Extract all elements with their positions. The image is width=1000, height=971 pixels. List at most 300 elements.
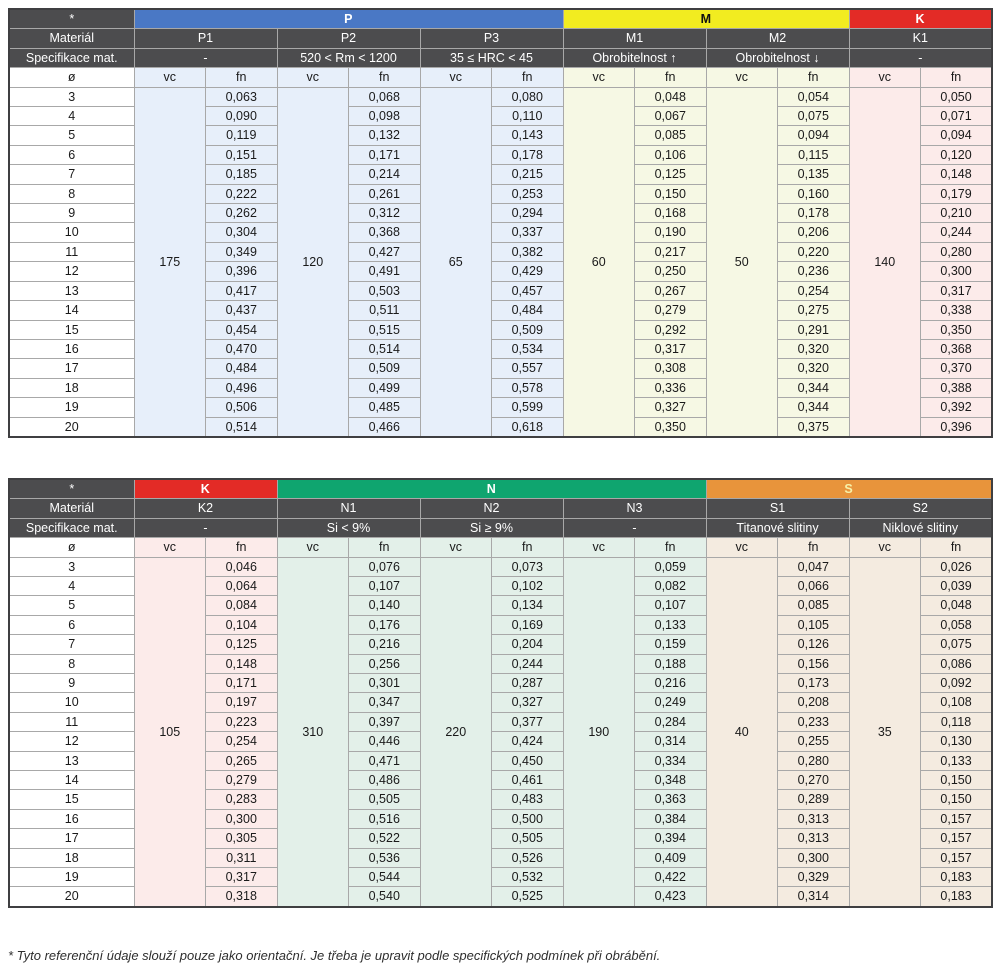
fn-value-cell: 0,254 (778, 281, 850, 300)
fn-value-cell: 0,160 (778, 184, 850, 203)
fn-value-cell: 0,140 (349, 596, 421, 615)
fn-value-cell: 0,505 (492, 829, 564, 848)
diameter-cell: 12 (9, 262, 134, 281)
fn-value-cell: 0,179 (921, 184, 993, 203)
fn-value-cell: 0,511 (349, 301, 421, 320)
fn-value-cell: 0,058 (921, 615, 993, 634)
fn-value-cell: 0,150 (921, 771, 993, 790)
parameter-table (8, 478, 993, 908)
fn-value-cell: 0,470 (206, 339, 278, 358)
fn-value-cell: 0,048 (635, 87, 707, 106)
material-code-cell: S2 (849, 499, 992, 518)
material-row-label: Materiál (9, 29, 134, 48)
fn-value-cell: 0,454 (206, 320, 278, 339)
fn-value-cell: 0,526 (492, 848, 564, 867)
fn-value-cell: 0,312 (349, 204, 421, 223)
fn-value-cell: 0,305 (206, 829, 278, 848)
diameter-cell: 3 (9, 557, 134, 576)
spec-cell: Obrobitelnost ↓ (706, 48, 849, 67)
fn-value-cell: 0,450 (492, 751, 564, 770)
fn-value-cell: 0,368 (921, 339, 993, 358)
fn-value-cell: 0,256 (349, 654, 421, 673)
fn-header-cell: fn (778, 538, 850, 557)
diameter-cell: 17 (9, 359, 134, 378)
fn-value-cell: 0,075 (921, 635, 993, 654)
fn-value-cell: 0,304 (206, 223, 278, 242)
fn-value-cell: 0,292 (635, 320, 707, 339)
fn-value-cell: 0,294 (492, 204, 564, 223)
fn-value-cell: 0,496 (206, 378, 278, 397)
vc-value-cell: 35 (849, 557, 921, 907)
fn-value-cell: 0,301 (349, 674, 421, 693)
fn-value-cell: 0,151 (206, 145, 278, 164)
diameter-cell: 20 (9, 417, 134, 437)
corner-star-cell: * (9, 9, 134, 29)
spec-cell: - (849, 48, 992, 67)
diameter-cell: 15 (9, 320, 134, 339)
spec-cell: - (563, 518, 706, 537)
fn-header-cell: fn (206, 538, 278, 557)
fn-value-cell: 0,457 (492, 281, 564, 300)
iso-group-header: N (277, 479, 706, 499)
fn-value-cell: 0,291 (778, 320, 850, 339)
diameter-cell: 20 (9, 887, 134, 907)
fn-value-cell: 0,599 (492, 398, 564, 417)
vc-value-cell: 60 (563, 87, 635, 437)
fn-value-cell: 0,491 (349, 262, 421, 281)
fn-value-cell: 0,107 (349, 576, 421, 595)
fn-value-cell: 0,618 (492, 417, 564, 437)
fn-value-cell: 0,054 (778, 87, 850, 106)
fn-value-cell: 0,424 (492, 732, 564, 751)
spec-cell: - (134, 48, 277, 67)
fn-value-cell: 0,110 (492, 107, 564, 126)
fn-value-cell: 0,059 (635, 557, 707, 576)
diameter-symbol-cell: ø (9, 538, 134, 557)
spec-cell: 520 < Rm < 1200 (277, 48, 420, 67)
fn-value-cell: 0,261 (349, 184, 421, 203)
fn-value-cell: 0,314 (778, 887, 850, 907)
diameter-cell: 8 (9, 184, 134, 203)
fn-value-cell: 0,183 (921, 887, 993, 907)
iso-group-header: P (134, 9, 563, 29)
fn-value-cell: 0,279 (635, 301, 707, 320)
spec-cell: Obrobitelnost ↑ (563, 48, 706, 67)
material-row-label: Materiál (9, 499, 134, 518)
fn-value-cell: 0,308 (635, 359, 707, 378)
fn-value-cell: 0,486 (349, 771, 421, 790)
spec-row-label: Specifikace mat. (9, 518, 134, 537)
fn-value-cell: 0,222 (206, 184, 278, 203)
fn-value-cell: 0,104 (206, 615, 278, 634)
diameter-cell: 9 (9, 674, 134, 693)
fn-value-cell: 0,130 (921, 732, 993, 751)
fn-header-cell: fn (921, 68, 993, 87)
iso-group-header: K (849, 9, 992, 29)
material-code-cell: K2 (134, 499, 277, 518)
fn-value-cell: 0,503 (349, 281, 421, 300)
fn-value-cell: 0,047 (778, 557, 850, 576)
fn-value-cell: 0,437 (206, 301, 278, 320)
fn-value-cell: 0,499 (349, 378, 421, 397)
fn-value-cell: 0,190 (635, 223, 707, 242)
fn-value-cell: 0,422 (635, 868, 707, 887)
fn-value-cell: 0,064 (206, 576, 278, 595)
material-code-cell: N1 (277, 499, 420, 518)
fn-value-cell: 0,289 (778, 790, 850, 809)
fn-value-cell: 0,039 (921, 576, 993, 595)
fn-value-cell: 0,048 (921, 596, 993, 615)
diameter-cell: 4 (9, 576, 134, 595)
fn-value-cell: 0,483 (492, 790, 564, 809)
fn-value-cell: 0,544 (349, 868, 421, 887)
spec-cell: Titanové slitiny (706, 518, 849, 537)
fn-value-cell: 0,188 (635, 654, 707, 673)
fn-value-cell: 0,150 (921, 790, 993, 809)
fn-value-cell: 0,313 (778, 809, 850, 828)
fn-value-cell: 0,125 (635, 165, 707, 184)
fn-value-cell: 0,178 (492, 145, 564, 164)
fn-value-cell: 0,026 (921, 557, 993, 576)
fn-header-cell: fn (635, 538, 707, 557)
vc-header-cell: vc (849, 538, 921, 557)
material-code-cell: S1 (706, 499, 849, 518)
diameter-cell: 13 (9, 751, 134, 770)
fn-value-cell: 0,280 (778, 751, 850, 770)
fn-value-cell: 0,253 (492, 184, 564, 203)
vc-value-cell: 105 (134, 557, 206, 907)
spec-cell: Si < 9% (277, 518, 420, 537)
fn-value-cell: 0,126 (778, 635, 850, 654)
fn-value-cell: 0,086 (921, 654, 993, 673)
vc-value-cell: 190 (563, 557, 635, 907)
diameter-cell: 13 (9, 281, 134, 300)
vc-value-cell: 120 (277, 87, 349, 437)
fn-value-cell: 0,417 (206, 281, 278, 300)
fn-value-cell: 0,214 (349, 165, 421, 184)
fn-value-cell: 0,250 (635, 262, 707, 281)
fn-value-cell: 0,485 (349, 398, 421, 417)
fn-value-cell: 0,348 (635, 771, 707, 790)
fn-value-cell: 0,344 (778, 398, 850, 417)
fn-value-cell: 0,392 (921, 398, 993, 417)
vc-header-cell: vc (849, 68, 921, 87)
fn-value-cell: 0,216 (635, 674, 707, 693)
diameter-cell: 10 (9, 223, 134, 242)
fn-value-cell: 0,534 (492, 339, 564, 358)
fn-value-cell: 0,397 (349, 712, 421, 731)
diameter-cell: 5 (9, 596, 134, 615)
fn-value-cell: 0,082 (635, 576, 707, 595)
fn-value-cell: 0,132 (349, 126, 421, 145)
fn-value-cell: 0,270 (778, 771, 850, 790)
fn-value-cell: 0,102 (492, 576, 564, 595)
diameter-cell: 6 (9, 615, 134, 634)
fn-value-cell: 0,347 (349, 693, 421, 712)
material-code-cell: N2 (420, 499, 563, 518)
fn-value-cell: 0,287 (492, 674, 564, 693)
diameter-cell: 8 (9, 654, 134, 673)
fn-header-cell: fn (206, 68, 278, 87)
fn-value-cell: 0,509 (492, 320, 564, 339)
fn-value-cell: 0,382 (492, 242, 564, 261)
vc-header-cell: vc (420, 538, 492, 557)
diameter-cell: 14 (9, 301, 134, 320)
fn-value-cell: 0,368 (349, 223, 421, 242)
fn-value-cell: 0,173 (778, 674, 850, 693)
material-code-cell: M2 (706, 29, 849, 48)
fn-value-cell: 0,150 (635, 184, 707, 203)
fn-value-cell: 0,216 (349, 635, 421, 654)
fn-value-cell: 0,300 (921, 262, 993, 281)
fn-value-cell: 0,197 (206, 693, 278, 712)
fn-value-cell: 0,344 (778, 378, 850, 397)
fn-value-cell: 0,107 (635, 596, 707, 615)
fn-value-cell: 0,338 (921, 301, 993, 320)
diameter-cell: 14 (9, 771, 134, 790)
fn-value-cell: 0,133 (635, 615, 707, 634)
fn-value-cell: 0,532 (492, 868, 564, 887)
diameter-cell: 15 (9, 790, 134, 809)
fn-value-cell: 0,327 (492, 693, 564, 712)
vc-header-cell: vc (134, 68, 206, 87)
spec-cell: Si ≥ 9% (420, 518, 563, 537)
fn-value-cell: 0,133 (921, 751, 993, 770)
iso-group-header: M (563, 9, 849, 29)
fn-value-cell: 0,148 (921, 165, 993, 184)
fn-value-cell: 0,423 (635, 887, 707, 907)
fn-value-cell: 0,073 (492, 557, 564, 576)
fn-value-cell: 0,484 (206, 359, 278, 378)
fn-header-cell: fn (349, 68, 421, 87)
fn-value-cell: 0,157 (921, 829, 993, 848)
fn-value-cell: 0,157 (921, 809, 993, 828)
fn-value-cell: 0,071 (921, 107, 993, 126)
fn-value-cell: 0,336 (635, 378, 707, 397)
diameter-cell: 16 (9, 809, 134, 828)
fn-value-cell: 0,557 (492, 359, 564, 378)
diameter-cell: 19 (9, 398, 134, 417)
fn-value-cell: 0,320 (778, 359, 850, 378)
fn-value-cell: 0,509 (349, 359, 421, 378)
fn-value-cell: 0,311 (206, 848, 278, 867)
fn-value-cell: 0,320 (778, 339, 850, 358)
fn-value-cell: 0,466 (349, 417, 421, 437)
fn-value-cell: 0,267 (635, 281, 707, 300)
fn-value-cell: 0,318 (206, 887, 278, 907)
material-code-cell: P1 (134, 29, 277, 48)
fn-value-cell: 0,313 (778, 829, 850, 848)
material-code-cell: N3 (563, 499, 706, 518)
fn-value-cell: 0,388 (921, 378, 993, 397)
fn-value-cell: 0,370 (921, 359, 993, 378)
diameter-cell: 5 (9, 126, 134, 145)
fn-value-cell: 0,067 (635, 107, 707, 126)
fn-value-cell: 0,516 (349, 809, 421, 828)
material-code-cell: M1 (563, 29, 706, 48)
fn-value-cell: 0,394 (635, 829, 707, 848)
fn-value-cell: 0,327 (635, 398, 707, 417)
fn-value-cell: 0,578 (492, 378, 564, 397)
fn-value-cell: 0,134 (492, 596, 564, 615)
vc-value-cell: 65 (420, 87, 492, 437)
spec-row-label: Specifikace mat. (9, 48, 134, 67)
diameter-cell: 9 (9, 204, 134, 223)
fn-value-cell: 0,094 (778, 126, 850, 145)
iso-group-header: K (134, 479, 277, 499)
fn-value-cell: 0,522 (349, 829, 421, 848)
fn-value-cell: 0,215 (492, 165, 564, 184)
fn-value-cell: 0,377 (492, 712, 564, 731)
fn-header-cell: fn (492, 68, 564, 87)
diameter-cell: 18 (9, 378, 134, 397)
fn-value-cell: 0,046 (206, 557, 278, 576)
fn-value-cell: 0,118 (921, 712, 993, 731)
fn-value-cell: 0,244 (921, 223, 993, 242)
diameter-cell: 19 (9, 868, 134, 887)
fn-value-cell: 0,063 (206, 87, 278, 106)
vc-value-cell: 140 (849, 87, 921, 437)
fn-value-cell: 0,080 (492, 87, 564, 106)
fn-value-cell: 0,092 (921, 674, 993, 693)
material-code-cell: P3 (420, 29, 563, 48)
fn-value-cell: 0,169 (492, 615, 564, 634)
fn-value-cell: 0,349 (206, 242, 278, 261)
diameter-cell: 3 (9, 87, 134, 106)
diameter-cell: 4 (9, 107, 134, 126)
vc-header-cell: vc (277, 538, 349, 557)
fn-value-cell: 0,210 (921, 204, 993, 223)
fn-value-cell: 0,068 (349, 87, 421, 106)
vc-header-cell: vc (420, 68, 492, 87)
fn-value-cell: 0,329 (778, 868, 850, 887)
fn-value-cell: 0,262 (206, 204, 278, 223)
vc-header-cell: vc (706, 538, 778, 557)
diameter-cell: 7 (9, 165, 134, 184)
fn-value-cell: 0,050 (921, 87, 993, 106)
fn-value-cell: 0,334 (635, 751, 707, 770)
diameter-cell: 10 (9, 693, 134, 712)
fn-value-cell: 0,427 (349, 242, 421, 261)
vc-header-cell: vc (277, 68, 349, 87)
fn-value-cell: 0,084 (206, 596, 278, 615)
fn-value-cell: 0,176 (349, 615, 421, 634)
fn-value-cell: 0,255 (778, 732, 850, 751)
fn-value-cell: 0,233 (778, 712, 850, 731)
fn-value-cell: 0,300 (778, 848, 850, 867)
fn-value-cell: 0,396 (206, 262, 278, 281)
vc-value-cell: 220 (420, 557, 492, 907)
fn-value-cell: 0,085 (635, 126, 707, 145)
fn-value-cell: 0,317 (635, 339, 707, 358)
spec-cell: 35 ≤ HRC < 45 (420, 48, 563, 67)
fn-value-cell: 0,461 (492, 771, 564, 790)
diameter-symbol-cell: ø (9, 68, 134, 87)
fn-header-cell: fn (778, 68, 850, 87)
fn-value-cell: 0,220 (778, 242, 850, 261)
fn-value-cell: 0,208 (778, 693, 850, 712)
fn-value-cell: 0,119 (206, 126, 278, 145)
fn-value-cell: 0,120 (921, 145, 993, 164)
fn-value-cell: 0,317 (206, 868, 278, 887)
parameter-table (8, 8, 993, 438)
fn-value-cell: 0,217 (635, 242, 707, 261)
fn-value-cell: 0,506 (206, 398, 278, 417)
vc-header-cell: vc (706, 68, 778, 87)
corner-star-cell: * (9, 479, 134, 499)
fn-value-cell: 0,094 (921, 126, 993, 145)
fn-value-cell: 0,540 (349, 887, 421, 907)
fn-value-cell: 0,514 (206, 417, 278, 437)
fn-value-cell: 0,171 (206, 674, 278, 693)
fn-value-cell: 0,249 (635, 693, 707, 712)
fn-value-cell: 0,514 (349, 339, 421, 358)
fn-value-cell: 0,505 (349, 790, 421, 809)
fn-value-cell: 0,471 (349, 751, 421, 770)
fn-value-cell: 0,396 (921, 417, 993, 437)
fn-value-cell: 0,066 (778, 576, 850, 595)
fn-value-cell: 0,075 (778, 107, 850, 126)
fn-value-cell: 0,090 (206, 107, 278, 126)
fn-value-cell: 0,446 (349, 732, 421, 751)
fn-value-cell: 0,484 (492, 301, 564, 320)
fn-value-cell: 0,254 (206, 732, 278, 751)
vc-value-cell: 50 (706, 87, 778, 437)
fn-value-cell: 0,143 (492, 126, 564, 145)
fn-value-cell: 0,283 (206, 790, 278, 809)
fn-value-cell: 0,098 (349, 107, 421, 126)
fn-value-cell: 0,515 (349, 320, 421, 339)
fn-value-cell: 0,244 (492, 654, 564, 673)
fn-value-cell: 0,156 (778, 654, 850, 673)
fn-header-cell: fn (635, 68, 707, 87)
spec-cell: Niklové slitiny (849, 518, 992, 537)
vc-value-cell: 175 (134, 87, 206, 437)
diameter-cell: 7 (9, 635, 134, 654)
material-code-cell: K1 (849, 29, 992, 48)
fn-value-cell: 0,125 (206, 635, 278, 654)
fn-value-cell: 0,159 (635, 635, 707, 654)
vc-value-cell: 40 (706, 557, 778, 907)
fn-value-cell: 0,350 (635, 417, 707, 437)
fn-value-cell: 0,384 (635, 809, 707, 828)
fn-value-cell: 0,275 (778, 301, 850, 320)
diameter-cell: 18 (9, 848, 134, 867)
fn-value-cell: 0,280 (921, 242, 993, 261)
fn-value-cell: 0,085 (778, 596, 850, 615)
fn-value-cell: 0,500 (492, 809, 564, 828)
spec-cell: - (134, 518, 277, 537)
fn-value-cell: 0,536 (349, 848, 421, 867)
vc-header-cell: vc (563, 538, 635, 557)
fn-header-cell: fn (349, 538, 421, 557)
fn-value-cell: 0,178 (778, 204, 850, 223)
fn-value-cell: 0,525 (492, 887, 564, 907)
fn-value-cell: 0,204 (492, 635, 564, 654)
fn-value-cell: 0,337 (492, 223, 564, 242)
fn-value-cell: 0,171 (349, 145, 421, 164)
fn-value-cell: 0,284 (635, 712, 707, 731)
fn-header-cell: fn (492, 538, 564, 557)
fn-value-cell: 0,108 (921, 693, 993, 712)
fn-value-cell: 0,363 (635, 790, 707, 809)
fn-value-cell: 0,076 (349, 557, 421, 576)
fn-value-cell: 0,183 (921, 868, 993, 887)
material-code-cell: P2 (277, 29, 420, 48)
fn-value-cell: 0,105 (778, 615, 850, 634)
fn-value-cell: 0,279 (206, 771, 278, 790)
vc-header-cell: vc (563, 68, 635, 87)
